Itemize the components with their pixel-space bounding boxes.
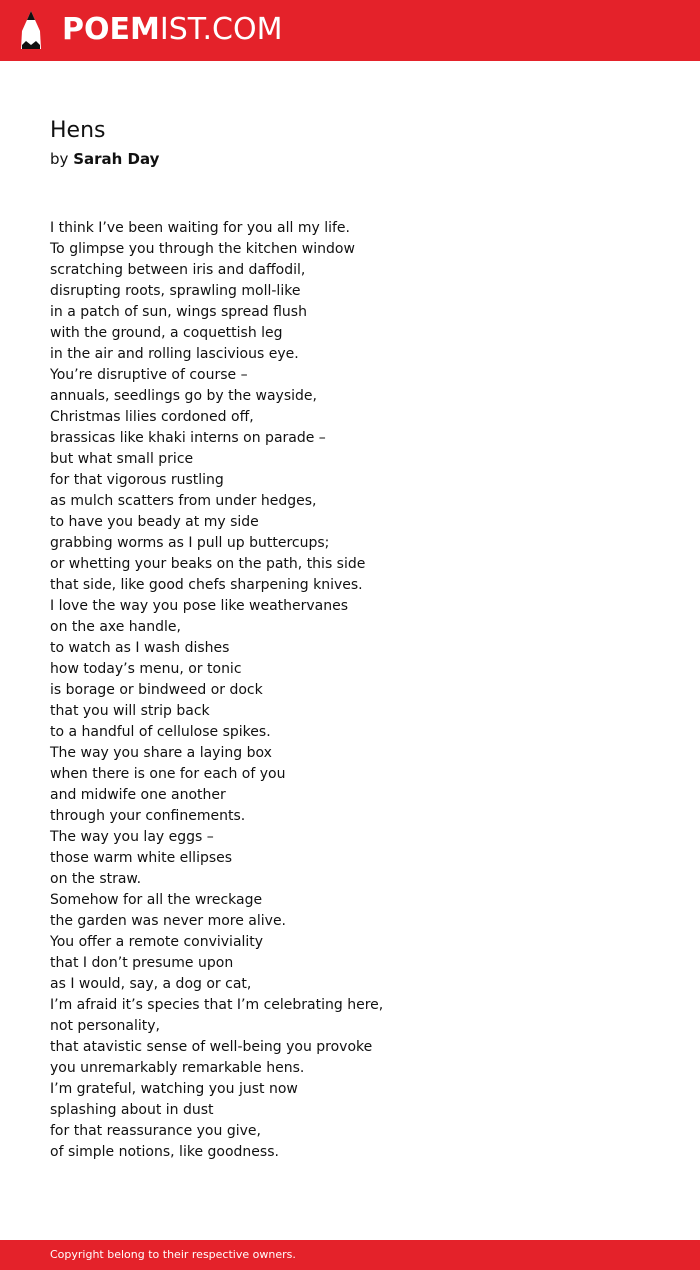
by-label: by <box>50 150 69 168</box>
poem-line: that you will strip back <box>50 703 210 719</box>
poem-line: not personality, <box>50 1018 160 1034</box>
poem-line: that atavistic sense of well-being you provoke <box>50 1039 373 1055</box>
poem-line: I’m afraid it’s species that I’m celebrating here, <box>50 997 384 1013</box>
poem-line: but what small price <box>50 451 194 467</box>
poem-line: You offer a remote conviviality <box>50 934 264 950</box>
byline <box>50 148 159 170</box>
poem-line: in a patch of sun, wings spread flush <box>50 304 307 320</box>
poem-line: on the axe handle, <box>50 619 181 635</box>
poem-line: as mulch scatters from under hedges, <box>50 493 317 509</box>
poem-title: Hens <box>50 118 106 143</box>
poem-line: that I don’t presume upon <box>50 955 234 971</box>
poem-line: in the air and rolling lascivious eye. <box>50 346 299 362</box>
poem-line: Christmas lilies cordoned off, <box>50 409 254 425</box>
poem-line: those warm white ellipses <box>50 850 233 866</box>
poem-line: with the ground, a coquettish leg <box>50 325 283 341</box>
poem-line: to have you beady at my side <box>50 514 259 530</box>
poem-line: for that vigorous rustling <box>50 472 224 488</box>
poem-line: I love the way you pose like weathervanes <box>50 598 349 614</box>
poem-line: Somehow for all the wreckage <box>50 892 263 908</box>
brand-name-light: IST.COM <box>159 12 283 47</box>
poem-line: of simple notions, like goodness. <box>50 1144 279 1160</box>
poem-line: on the straw. <box>50 871 142 887</box>
poem-line: To glimpse you through the kitchen window <box>50 241 355 257</box>
poem-line: disrupting roots, sprawling moll-like <box>50 283 301 299</box>
poem-line: scratching between iris and daffodil, <box>50 262 306 278</box>
poem-line: you unremarkably remarkable hens. <box>50 1060 305 1076</box>
poem-line: to a handful of cellulose spikes. <box>50 724 271 740</box>
site-logo[interactable] <box>62 12 282 48</box>
poem-line: You’re disruptive of course – <box>50 367 248 383</box>
poem-line: annuals, seedlings go by the wayside, <box>50 388 317 404</box>
poem-line: as I would, say, a dog or cat, <box>50 976 252 992</box>
poem-body <box>50 218 650 1163</box>
poem-line: The way you lay eggs – <box>50 829 214 845</box>
poem-line: grabbing worms as I pull up buttercups; <box>50 535 330 551</box>
poem-line: when there is one for each of you <box>50 766 286 782</box>
poem-line: how today’s menu, or tonic <box>50 661 242 677</box>
site-header <box>0 0 700 61</box>
poem-line: for that reassurance you give, <box>50 1123 261 1139</box>
pencil-icon <box>18 9 44 51</box>
poem-line: through your confinements. <box>50 808 246 824</box>
poem-line: I’m grateful, watching you just now <box>50 1081 298 1097</box>
poem-line: the garden was never more alive. <box>50 913 287 929</box>
author-name: Sarah Day <box>73 150 160 168</box>
poem-line: to watch as I wash dishes <box>50 640 230 656</box>
site-footer <box>0 1240 700 1270</box>
poem-line: is borage or bindweed or dock <box>50 682 263 698</box>
poem-line: The way you share a laying box <box>50 745 272 761</box>
copyright-text: Copyright belong to their respective owners. <box>50 1248 296 1261</box>
poem-line: and midwife one another <box>50 787 226 803</box>
poem-line: or whetting your beaks on the path, this side <box>50 556 366 572</box>
poem-line: that side, like good chefs sharpening knives. <box>50 577 363 593</box>
poem-line: splashing about in dust <box>50 1102 214 1118</box>
poem-line: I think I’ve been waiting for you all my life. <box>50 220 350 236</box>
brand-name-bold: POEM <box>62 12 160 47</box>
poem-line: brassicas like khaki interns on parade – <box>50 430 326 446</box>
